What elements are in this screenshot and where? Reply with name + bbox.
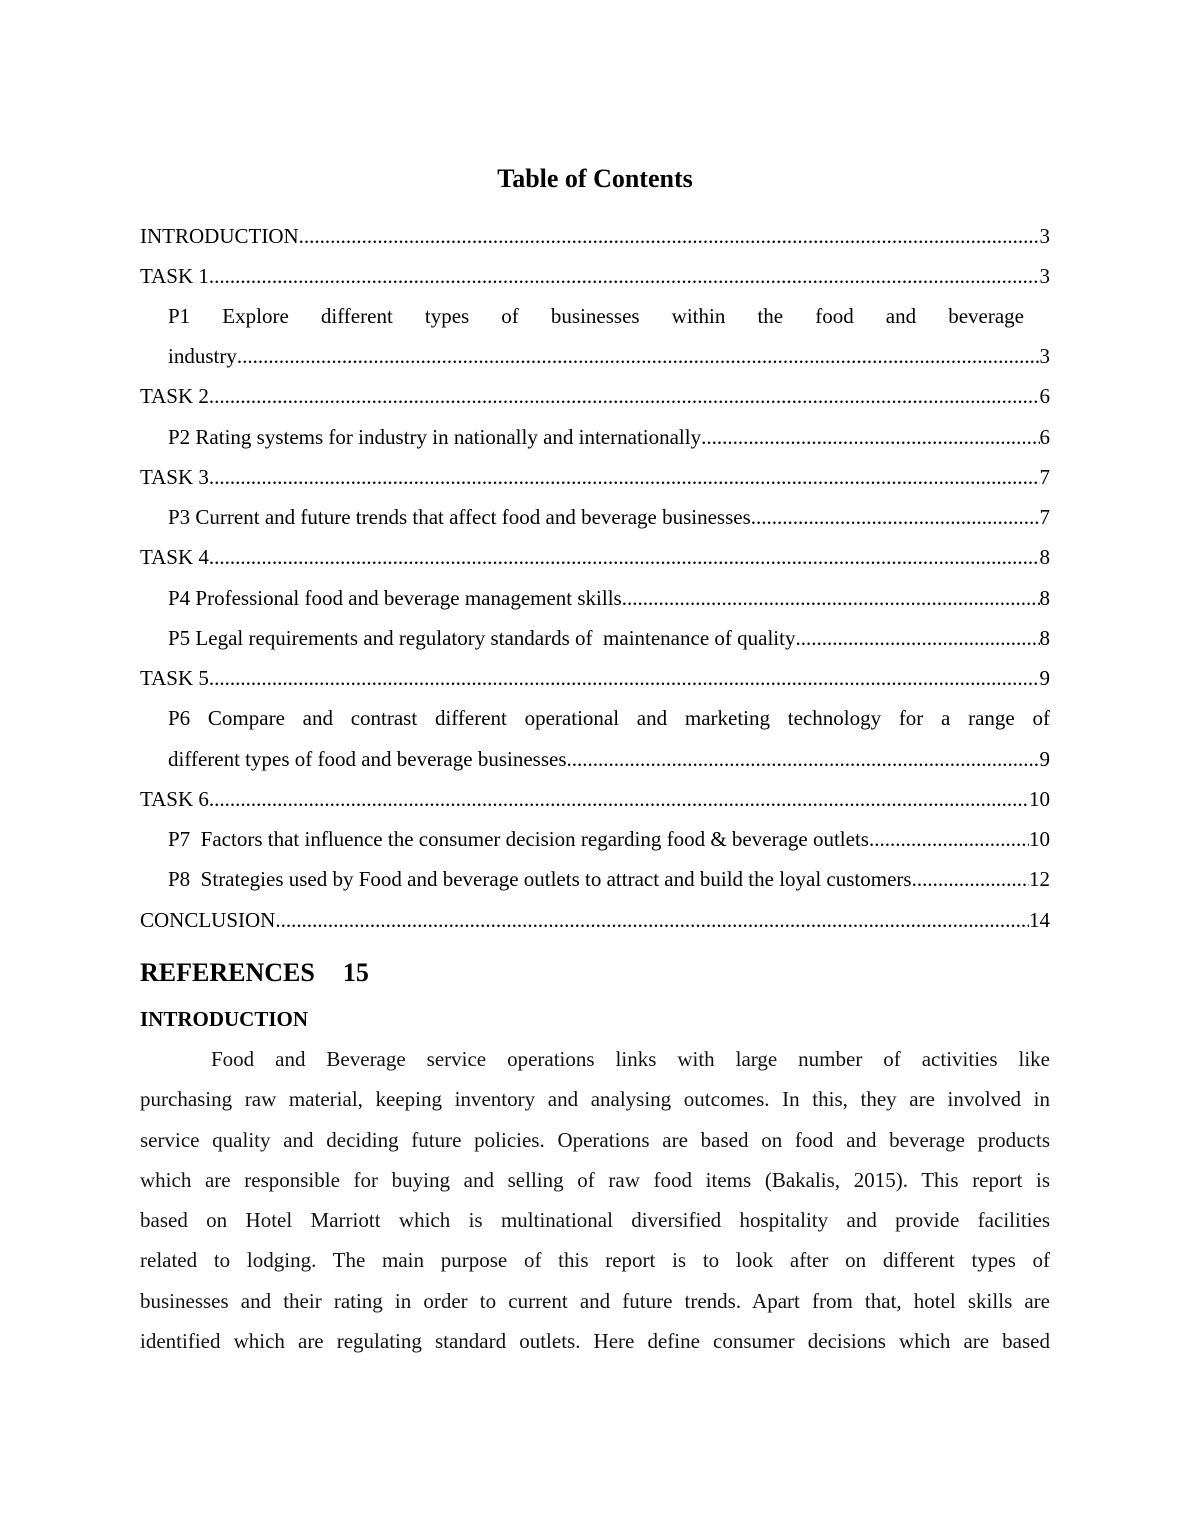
toc-leader-dots [209,462,1040,492]
intro-paragraph-line: businesses and their rating in order to current and future trends. Apart from that, hotel skills are [140,1289,1050,1313]
toc-entry-page: 9 [1039,666,1050,690]
toc-entry-label: P2 Rating systems for industry in nationally and internationally [168,425,702,449]
toc-entry-page: 9 [1039,747,1050,771]
intro-paragraph-line: service quality and deciding future policies. Operations are based on food and beverage products [140,1128,1050,1152]
toc-leader-dots [701,422,1039,452]
intro-paragraph-line: which are responsible for buying and selling of raw food items (Bakalis, 2015). This report is [140,1168,1050,1192]
toc-entry-page: 6 [1039,425,1050,449]
references-page: 15 [342,958,369,987]
toc-entry-task-6[interactable] [140,784,1050,814]
intro-paragraph-line: related to lodging. The main purpose of this report is to look after on different types of [140,1248,1050,1272]
toc-entry-task-1[interactable] [140,261,1050,291]
toc-entry-page: 7 [1039,505,1050,529]
toc-title: Table of Contents [497,164,693,193]
toc-entry-page: 10 [1029,787,1050,811]
toc-entry-label: CONCLUSION [140,908,276,932]
toc-entry-p2[interactable] [168,422,1050,452]
toc-entry-label: TASK 1 [140,264,209,288]
toc-entry-page: 3 [1039,344,1050,368]
toc-entry-page: 6 [1039,384,1050,408]
toc-entry-conclusion[interactable] [140,905,1050,935]
toc-entry-page: 3 [1039,264,1050,288]
toc-entry-label: TASK 2 [140,384,209,408]
toc-entry-label: P5 Legal requirements and regulatory standards of maintenance of quality [168,626,796,650]
toc-entry-label: TASK 4 [140,545,209,569]
toc-leader-dots [622,583,1040,613]
toc-leader-dots [237,341,1040,371]
toc-entry-p7[interactable] [168,824,1050,854]
toc-entry-p1[interactable] [168,341,1050,371]
toc-leader-dots [209,663,1040,693]
toc-leader-dots [795,623,1039,653]
intro-paragraph-line: based on Hotel Marriott which is multinational diversified hospitality and provide facilities [140,1208,1050,1232]
toc-entry-p4[interactable] [168,583,1050,613]
toc-entry-task-2[interactable] [140,381,1050,411]
intro-paragraph-line: identified which are regulating standard outlets. Here define consumer decisions which are based [140,1329,1050,1353]
toc-leader-dots [869,824,1029,854]
toc-entry-page: 7 [1039,465,1050,489]
toc-entry-page: 8 [1039,586,1050,610]
toc-entry-label: P3 Current and future trends that affect food and beverage businesses [168,505,751,529]
toc-entry-label: industry [168,344,237,368]
toc-entry-page: 14 [1029,908,1050,932]
toc-entry-label: TASK 3 [140,465,209,489]
toc-entry-label: INTRODUCTION [140,224,299,248]
toc-entry-label: P8 Strategies used by Food and beverage outlets to attract and build the loyal customers [168,867,912,891]
references-label: REFERENCES [140,958,315,987]
toc-leader-dots [751,502,1040,532]
toc-entry-label: P4 Professional food and beverage management skills [168,586,622,610]
toc-leader-dots [299,221,1040,251]
toc-entry-page: 10 [1029,827,1050,851]
toc-leader-dots [209,542,1040,572]
toc-leader-dots [209,261,1040,291]
toc-entry-p3[interactable] [168,502,1050,532]
toc-entry-label: different types of food and beverage businesses [168,747,567,771]
toc-entry-page: 8 [1039,626,1050,650]
toc-entry-label: TASK 6 [140,787,209,811]
toc-entry-label: P7 Factors that influence the consumer decision regarding food & beverage outlets [168,827,869,851]
toc-entry-page: 12 [1029,867,1050,891]
toc-leader-dots [912,864,1029,894]
toc-entry-p5[interactable] [168,623,1050,653]
introduction-heading: INTRODUCTION [140,1007,309,1031]
toc-leader-dots [567,744,1040,774]
intro-paragraph-line: Food and Beverage service operations links with large number of activities like [211,1047,1050,1071]
intro-paragraph-line: purchasing raw material, keeping inventory and analysing outcomes. In this, they are involved in [140,1087,1050,1111]
toc-entry-page: 8 [1039,545,1050,569]
toc-entry-p1-line1[interactable]: P1 Explore different types of businesses within the food and beverage [168,304,1024,328]
toc-entry-introduction[interactable] [140,221,1050,251]
toc-entry-task-3[interactable] [140,462,1050,492]
references-heading[interactable] [140,956,369,990]
toc-entry-p6-line1[interactable]: P6 Compare and contrast different operational and marketing technology for a range of [168,706,1050,730]
toc-leader-dots [275,905,1029,935]
toc-entry-task-5[interactable] [140,663,1050,693]
toc-leader-dots [209,784,1029,814]
toc-entry-p6[interactable] [168,744,1050,774]
toc-leader-dots [209,381,1040,411]
toc-entry-label: TASK 5 [140,666,209,690]
toc-entry-task-4[interactable] [140,542,1050,572]
toc-entry-p8[interactable] [168,864,1050,894]
toc-entry-page: 3 [1039,224,1050,248]
